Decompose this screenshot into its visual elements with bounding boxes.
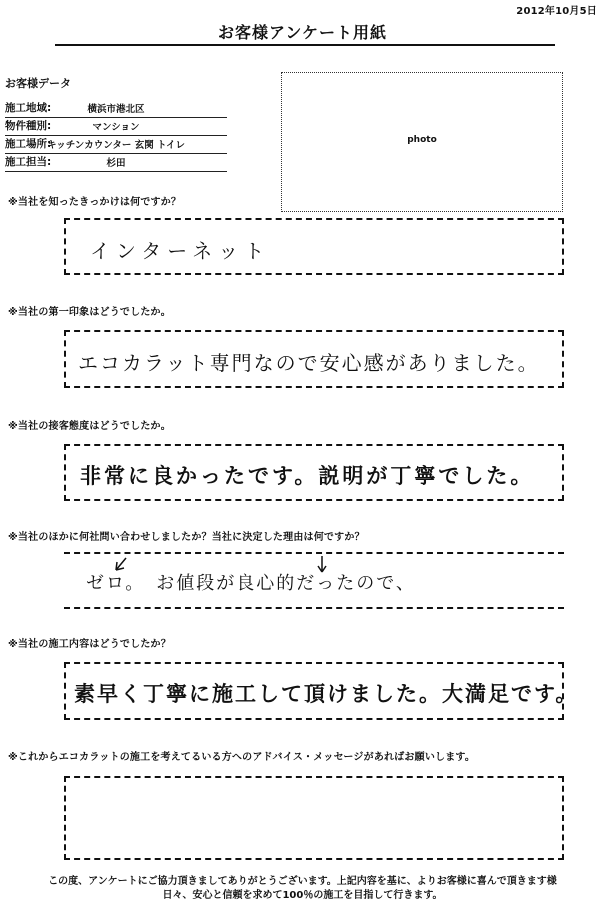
answer-box-1 [64,218,564,275]
question-4: ※当社のほかに何社問い合わせしましたか？当社に決定した理由は何ですか？ [8,532,365,543]
answer-box-2 [64,330,564,388]
question-6: ※これからエコカラットの施工を考えてるいる方へのアドバイス・メッセージがあればお願いします。 [8,752,476,763]
field-staff [5,154,227,172]
page-title: お客様アンケート用紙 [217,23,388,42]
field-location-value: キッチンカウンター 玄関 トイレ [46,140,186,151]
question-1: ※当社を知ったきっかけは何ですか？ [8,197,182,208]
answer-box-3 [64,444,564,501]
title-underline [55,44,555,46]
handwritten-arrows [64,554,564,611]
field-staff-label: 施工担当: [5,156,52,168]
field-staff-value: 杉田 [106,158,126,169]
answer-5: 素早く丁寧に施工して頂けました。大満足です。 [74,681,579,706]
footer-line-1: この度、アンケートにご協力頂きましてありがとうございます。上記内容を基に、よりお客様に喜んで頂きます様 [48,876,557,887]
field-area [5,100,227,118]
answer-2: エコカラット専門なので安心感がありました。 [78,351,540,375]
answer-box-4 [64,552,564,609]
field-property-type [5,118,227,136]
answer-3: 非常に良かったです。説明が丁寧でした。 [80,463,535,488]
field-location [5,136,227,154]
field-location-label: 施工場所: [5,138,52,150]
field-property-type-value: マンション [92,122,140,133]
answer-1: インターネット [90,239,271,263]
answer-4: ゼロ。 お値段が良心的だったので、 [86,573,416,594]
field-property-type-label: 物件種別: [5,120,52,132]
customer-section-heading: お客様データ [5,77,71,90]
photo-placeholder [281,72,563,212]
photo-label: photo [407,135,437,145]
question-3: ※当社の接客態度はどうでしたか。 [8,421,171,432]
question-2: ※当社の第一印象はどうでしたか。 [8,307,171,318]
survey-date: 2012年10月5日 [516,6,597,17]
answer-box-5 [64,662,579,720]
footer-line-2: 日々、安心と信頼を求めて100％の施工を目指して行きます。 [162,890,443,901]
field-area-label: 施工地域: [5,102,52,114]
field-area-value: 横浜市港北区 [87,104,145,115]
question-5: ※当社の施工内容はどうでしたか？ [8,639,171,650]
answer-box-6 [64,776,564,860]
